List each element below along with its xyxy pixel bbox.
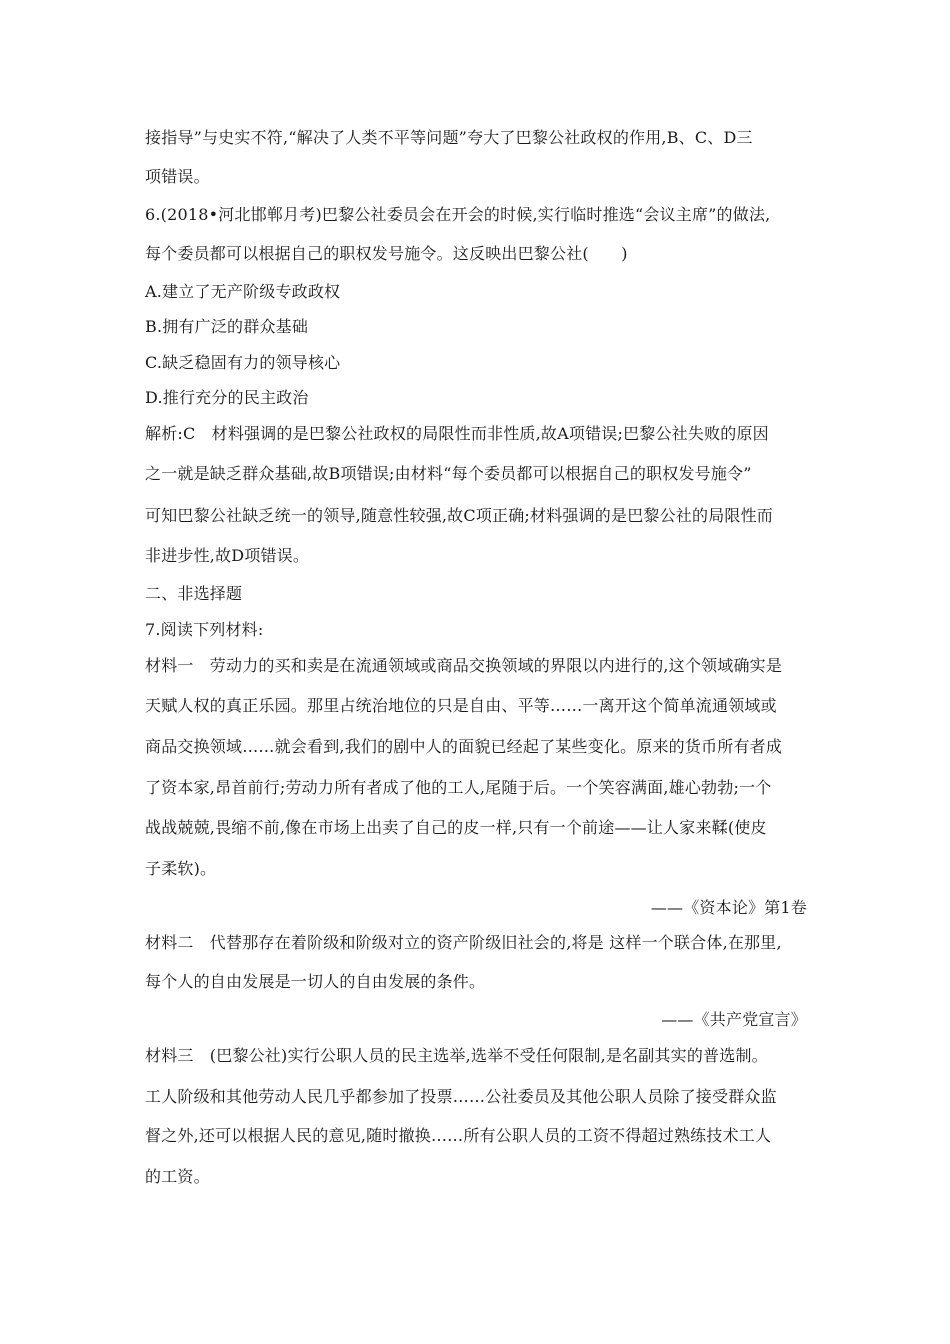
material-1-line-1: 材料一 劳动力的买和卖是在流通领域或商品交换领域的界限以内进行的,这个领域确实是 xyxy=(145,656,783,675)
question-6-option-c: C.缺乏稳固有力的领导核心 xyxy=(145,353,341,372)
analysis-line-1: 解析:C 材料强调的是巴黎公社政权的局限性而非性质,故A项错误;巴黎公社失败的原因 xyxy=(145,424,769,443)
question-6-option-b: B.拥有广泛的群众基础 xyxy=(145,317,309,336)
material-1-line-4: 了资本家,昂首前行;劳动力所有者成了他的工人,尾随于后。一个笑容满面,雄心勃勃;一个 xyxy=(145,778,772,797)
material-3-line-3: 督之外,还可以根据人民的意见,随时撤换……所有公职人员的工资不得超过熟练技术工人 xyxy=(145,1126,772,1145)
question-6-stem-line-2: 每个委员都可以根据自己的职权发号施令。这反映出巴黎公社( ) xyxy=(145,244,628,263)
material-2-line-1: 材料二 代替那存在着阶级和阶级对立的资产阶级旧社会的,将是 这样一个联合体,在那里, xyxy=(145,933,782,952)
question-7-stem: 7.阅读下列材料: xyxy=(145,620,264,639)
answer-continuation-line-1: 接指导”与史实不符,“解决了人类不平等问题”夸大了巴黎公社政权的作用,B、C、D三 xyxy=(145,128,753,147)
material-1-line-2: 天赋人权的真正乐园。那里占统治地位的只是自由、平等……一离开这个简单流通领域或 xyxy=(145,696,777,715)
question-6-option-a: A.建立了无产阶级专政政权 xyxy=(145,282,341,301)
material-3-line-2: 工人阶级和其他劳动人民几乎都参加了投票……公社委员及其他公职人员除了接受群众监 xyxy=(145,1087,777,1106)
analysis-line-3: 可知巴黎公社缺乏统一的领导,随意性较强,故C项正确;材料强调的是巴黎公社的局限性而 xyxy=(145,506,774,525)
material-1-line-6: 子柔软)。 xyxy=(145,859,217,878)
answer-continuation-line-2: 项错误。 xyxy=(145,167,210,186)
material-1-source: ——《资本论》第1卷 xyxy=(650,898,807,917)
analysis-line-4: 非进步性,故D项错误。 xyxy=(145,546,310,565)
material-2-line-2: 每个人的自由发展是一切人的自由发展的条件。 xyxy=(145,972,486,991)
material-1-line-3: 商品交换领域……就会看到,我们的剧中人的面貌已经起了某些变化。原来的货币所有者成 xyxy=(145,737,783,756)
material-3-line-4: 的工资。 xyxy=(145,1167,210,1186)
material-3-line-1: 材料三 (巴黎公社)实行公职人员的民主选举,选举不受任何限制,是名副其实的普选制。 xyxy=(145,1046,768,1065)
section-heading: 二、非选择题 xyxy=(145,584,243,603)
question-6-stem-line-1: 6.(2018•河北邯郸月考)巴黎公社委员会在开会的时候,实行临时推选“会议主席”的做法, xyxy=(145,205,771,224)
question-6-option-d: D.推行充分的民主政治 xyxy=(145,388,309,407)
material-2-source: ——《共产党宣言》 xyxy=(661,1010,807,1029)
analysis-line-2: 之一就是缺乏群众基础,故B项错误;由材料“每个委员都可以根据自己的职权发号施令” xyxy=(145,464,752,483)
material-1-line-5: 战战兢兢,畏缩不前,像在市场上出卖了自己的皮一样,只有一个前途——让人家来鞣(使皮 xyxy=(145,818,767,837)
